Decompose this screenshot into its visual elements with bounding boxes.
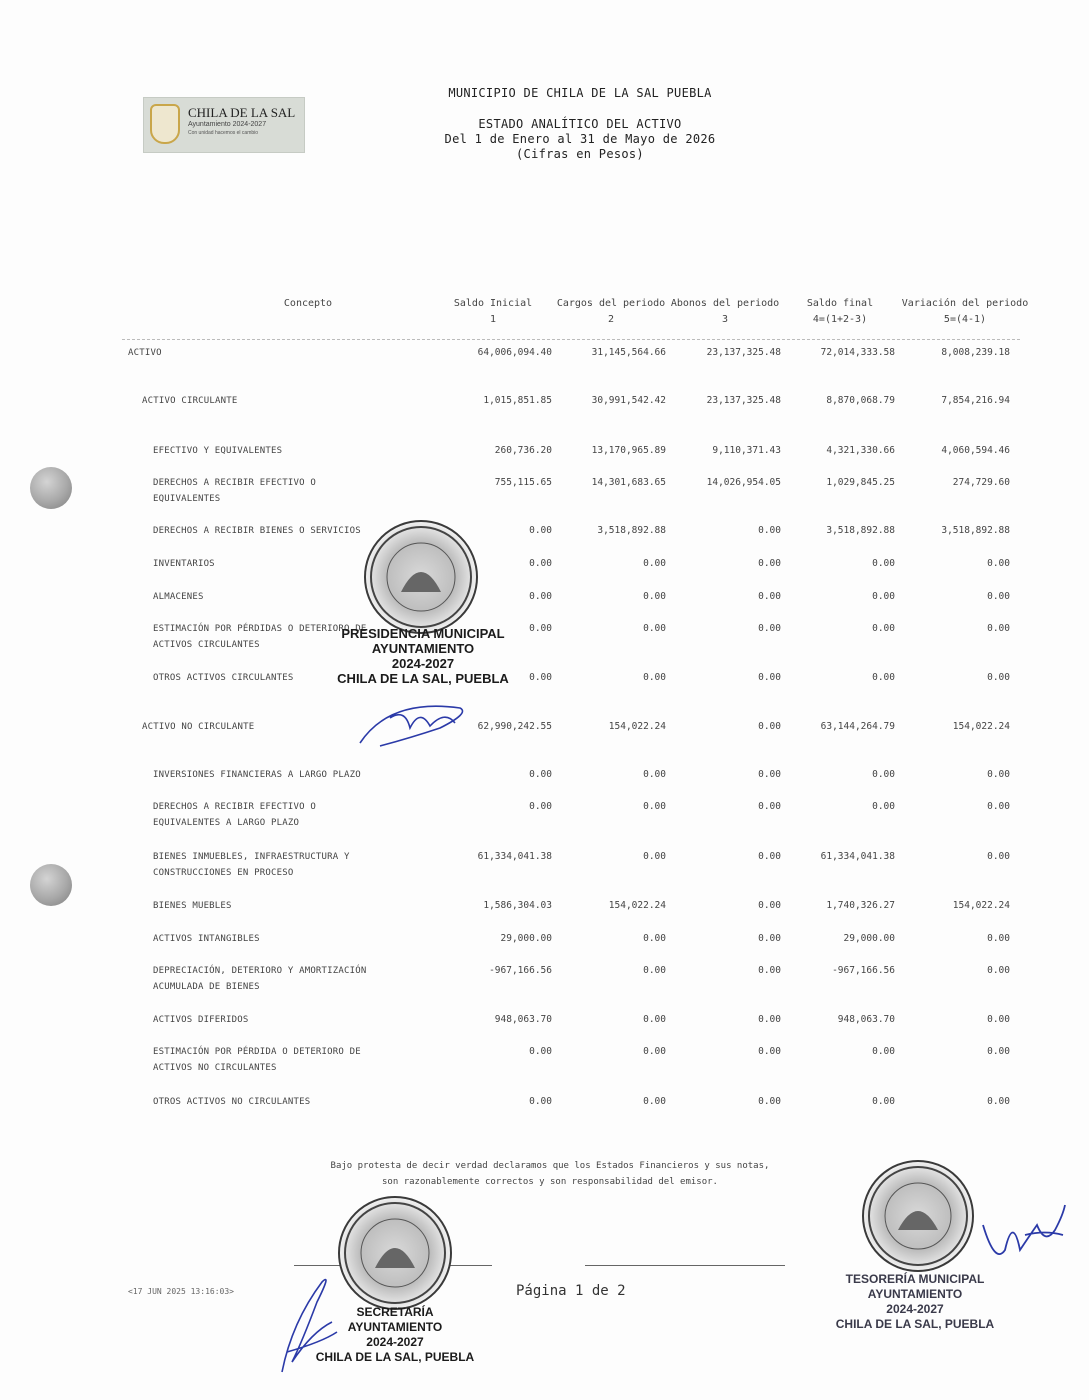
row-value-col1: 0.00 xyxy=(529,769,552,780)
col-variacion-formula: 5=(4-1) xyxy=(943,314,987,325)
row-value-col4: -967,166.56 xyxy=(832,965,895,976)
row-concepto: INVERSIONES FINANCIERAS A LARGO PLAZO xyxy=(153,770,361,780)
row-value-col1: 64,006,094.40 xyxy=(477,347,552,358)
row-value-col2: 0.00 xyxy=(643,591,666,602)
row-concepto: DERECHOS A RECIBIR EFECTIVO O EQUIVALENTES xyxy=(153,478,316,504)
row-value-col1: 1,015,851.85 xyxy=(483,395,552,406)
secretaria-seal-icon xyxy=(338,1196,452,1310)
municipality-name: MUNICIPIO DE CHILA DE LA SAL PUEBLA xyxy=(448,86,712,100)
tesoreria-signature-icon xyxy=(975,1195,1070,1267)
row-value-col2: 0.00 xyxy=(643,558,666,569)
punch-hole xyxy=(30,864,72,906)
row-value-col1: 0.00 xyxy=(529,591,552,602)
col-saldo-final: Saldo final xyxy=(806,298,874,309)
row-value-col3: 0.00 xyxy=(758,851,781,862)
shield-emblem-icon xyxy=(150,104,180,144)
page-number: Página 1 de 2 xyxy=(516,1283,626,1299)
row-value-col3: 0.00 xyxy=(758,558,781,569)
row-value-col5: 0.00 xyxy=(987,1096,1010,1107)
row-value-col4: 0.00 xyxy=(872,672,895,683)
row-concepto: ACTIVOS INTANGIBLES xyxy=(153,934,260,944)
row-value-col5: 0.00 xyxy=(987,558,1010,569)
row-value-col4: 0.00 xyxy=(872,769,895,780)
row-value-col3: 0.00 xyxy=(758,623,781,634)
row-value-col5: 0.00 xyxy=(987,1046,1010,1057)
logo-subtitle: Ayuntamiento 2024-2027 xyxy=(188,121,267,128)
row-value-col4: 8,870,068.79 xyxy=(826,395,895,406)
row-value-col1: 0.00 xyxy=(529,1046,552,1057)
row-value-col5: 0.00 xyxy=(987,591,1010,602)
punch-hole xyxy=(30,467,72,509)
row-value-col3: 0.00 xyxy=(758,769,781,780)
signature-line-right xyxy=(585,1265,785,1266)
row-value-col1: 0.00 xyxy=(529,623,552,634)
row-value-col5: 0.00 xyxy=(987,623,1010,634)
row-value-col4: 4,321,330.66 xyxy=(826,445,895,456)
row-value-col2: 31,145,564.66 xyxy=(591,347,666,358)
row-value-col4: 1,740,326.27 xyxy=(826,900,895,911)
row-concepto: BIENES MUEBLES xyxy=(153,901,232,911)
report-units: (Cifras en Pesos) xyxy=(516,147,644,161)
row-value-col2: 0.00 xyxy=(643,965,666,976)
row-value-col3: 0.00 xyxy=(758,525,781,536)
row-value-col2: 30,991,542.42 xyxy=(591,395,666,406)
row-value-col5: 0.00 xyxy=(987,672,1010,683)
row-value-col2: 154,022.24 xyxy=(608,721,666,732)
row-value-col1: 0.00 xyxy=(529,1096,552,1107)
row-value-col2: 0.00 xyxy=(643,1014,666,1025)
row-value-col4: 0.00 xyxy=(872,1046,895,1057)
row-value-col1: 0.00 xyxy=(529,672,552,683)
row-concepto: DERECHOS A RECIBIR BIENES O SERVICIOS xyxy=(153,526,361,536)
secretaria-signature-icon xyxy=(262,1262,352,1382)
row-value-col5: 7,854,216.94 xyxy=(941,395,1010,406)
row-value-col1: 1,586,304.03 xyxy=(483,900,552,911)
row-value-col3: 9,110,371.43 xyxy=(712,445,781,456)
row-value-col2: 0.00 xyxy=(643,801,666,812)
row-concepto: DEPRECIACIÓN, DETERIORO Y AMORTIZACIÓN ACUMULADA DE BIENES xyxy=(153,966,367,992)
row-value-col4: 0.00 xyxy=(872,1096,895,1107)
print-timestamp: <17 JUN 2025 13:16:03> xyxy=(128,1287,234,1296)
row-value-col2: 0.00 xyxy=(643,1096,666,1107)
row-concepto: ESTIMACIÓN POR PÉRDIDA O DETERIORO DE ACTIVOS NO CIRCULANTES xyxy=(153,1047,361,1073)
row-value-col5: 8,008,239.18 xyxy=(941,347,1010,358)
row-value-col3: 0.00 xyxy=(758,900,781,911)
row-value-col3: 0.00 xyxy=(758,801,781,812)
municipality-logo xyxy=(143,97,305,153)
row-concepto: ACTIVO NO CIRCULANTE xyxy=(142,722,255,732)
presidencia-seal-icon xyxy=(364,520,478,634)
presidencia-stamp-text: PRESIDENCIA MUNICIPAL AYUNTAMIENTO 2024-2027 CHILA DE LA SAL, PUEBLA xyxy=(337,626,509,686)
row-value-col4: 72,014,333.58 xyxy=(820,347,895,358)
row-value-col5: 0.00 xyxy=(987,801,1010,812)
row-value-col5: 154,022.24 xyxy=(952,721,1010,732)
row-value-col1: -967,166.56 xyxy=(489,965,552,976)
row-value-col5: 0.00 xyxy=(987,965,1010,976)
row-concepto: OTROS ACTIVOS NO CIRCULANTES xyxy=(153,1097,311,1107)
logo-title: CHILA DE LA SAL xyxy=(188,105,296,120)
row-value-col3: 0.00 xyxy=(758,1096,781,1107)
logo-tagline: Con unidad hacemos el cambio xyxy=(188,130,259,136)
header-rule xyxy=(122,339,1020,340)
row-value-col3: 0.00 xyxy=(758,1014,781,1025)
row-concepto: ESTIMACIÓN POR PÉRDIDAS O DETERIORO DE ACTIVOS CIRCULANTES xyxy=(153,624,367,650)
row-value-col3: 0.00 xyxy=(758,933,781,944)
row-value-col4: 948,063.70 xyxy=(837,1014,895,1025)
row-value-col2: 0.00 xyxy=(643,851,666,862)
col-abonos: Abonos del periodo xyxy=(670,298,780,309)
row-concepto: ALMACENES xyxy=(153,592,204,602)
row-value-col4: 0.00 xyxy=(872,623,895,634)
secretaria-stamp-text: SECRETARÍA AYUNTAMIENTO 2024-2027 CHILA DE LA SAL, PUEBLA xyxy=(315,1305,475,1364)
row-value-col4: 29,000.00 xyxy=(843,933,895,944)
row-value-col4: 63,144,264.79 xyxy=(820,721,895,732)
row-value-col4: 1,029,845.25 xyxy=(826,477,895,488)
col-saldo-inicial: Saldo Inicial xyxy=(453,298,533,309)
row-value-col3: 14,026,954.05 xyxy=(706,477,781,488)
row-value-col5: 0.00 xyxy=(987,851,1010,862)
row-value-col4: 0.00 xyxy=(872,801,895,812)
tesoreria-seal-icon xyxy=(862,1160,974,1272)
declaration-line-2: son razonablemente correctos y son responsabilidad del emisor. xyxy=(382,1177,718,1187)
row-value-col4: 0.00 xyxy=(872,591,895,602)
row-concepto: BIENES INMUEBLES, INFRAESTRUCTURA Y CONSTRUCCIONES EN PROCESO xyxy=(153,852,350,878)
row-value-col3: 0.00 xyxy=(758,591,781,602)
row-value-col2: 13,170,965.89 xyxy=(591,445,666,456)
row-value-col2: 0.00 xyxy=(643,1046,666,1057)
col-saldo-inicial-num: 1 xyxy=(489,314,497,325)
row-value-col5: 0.00 xyxy=(987,933,1010,944)
row-value-col1: 0.00 xyxy=(529,801,552,812)
row-value-col2: 0.00 xyxy=(643,623,666,634)
row-value-col3: 23,137,325.48 xyxy=(706,347,781,358)
row-value-col1: 0.00 xyxy=(529,558,552,569)
row-value-col5: 3,518,892.88 xyxy=(941,525,1010,536)
col-cargos-num: 2 xyxy=(607,314,615,325)
row-concepto: ACTIVO xyxy=(128,348,162,358)
report-title: ESTADO ANALÍTICO DEL ACTIVO xyxy=(478,117,682,131)
col-cargos: Cargos del periodo xyxy=(556,298,666,309)
row-concepto: ACTIVO CIRCULANTE xyxy=(142,396,238,406)
row-concepto: INVENTARIOS xyxy=(153,559,215,569)
row-value-col1: 0.00 xyxy=(529,525,552,536)
row-value-col2: 3,518,892.88 xyxy=(597,525,666,536)
row-value-col2: 0.00 xyxy=(643,933,666,944)
row-value-col4: 3,518,892.88 xyxy=(826,525,895,536)
presidencia-signature-icon xyxy=(350,688,480,754)
row-value-col5: 274,729.60 xyxy=(952,477,1010,488)
row-concepto: EFECTIVO Y EQUIVALENTES xyxy=(153,446,283,456)
row-concepto: OTROS ACTIVOS CIRCULANTES xyxy=(153,673,294,683)
col-concepto: Concepto xyxy=(283,298,333,309)
row-value-col4: 0.00 xyxy=(872,558,895,569)
row-value-col1: 62,990,242.55 xyxy=(477,721,552,732)
row-concepto: DERECHOS A RECIBIR EFECTIVO O EQUIVALENTES A LARGO PLAZO xyxy=(153,802,316,828)
row-value-col1: 948,063.70 xyxy=(494,1014,552,1025)
row-value-col2: 154,022.24 xyxy=(608,900,666,911)
row-concepto: ACTIVOS DIFERIDOS xyxy=(153,1015,249,1025)
row-value-col2: 0.00 xyxy=(643,769,666,780)
row-value-col1: 29,000.00 xyxy=(500,933,552,944)
row-value-col3: 0.00 xyxy=(758,965,781,976)
row-value-col2: 14,301,683.65 xyxy=(591,477,666,488)
row-value-col3: 23,137,325.48 xyxy=(706,395,781,406)
row-value-col1: 260,736.20 xyxy=(494,445,552,456)
row-value-col4: 61,334,041.38 xyxy=(820,851,895,862)
row-value-col5: 0.00 xyxy=(987,769,1010,780)
row-value-col5: 154,022.24 xyxy=(952,900,1010,911)
row-value-col3: 0.00 xyxy=(758,721,781,732)
col-saldo-final-formula: 4=(1+2-3) xyxy=(812,314,868,325)
row-value-col1: 61,334,041.38 xyxy=(477,851,552,862)
row-value-col1: 755,115.65 xyxy=(494,477,552,488)
tesoreria-stamp-text: TESORERÍA MUNICIPAL AYUNTAMIENTO 2024-2027 CHILA DE LA SAL, PUEBLA xyxy=(835,1272,995,1331)
row-value-col5: 4,060,594.46 xyxy=(941,445,1010,456)
row-value-col5: 0.00 xyxy=(987,1014,1010,1025)
row-value-col3: 0.00 xyxy=(758,672,781,683)
col-variacion: Variación del periodo xyxy=(901,298,1029,309)
col-abonos-num: 3 xyxy=(721,314,729,325)
declaration-line-1: Bajo protesta de decir verdad declaramos que los Estados Financieros y sus notas, xyxy=(330,1161,770,1171)
row-value-col2: 0.00 xyxy=(643,672,666,683)
report-period: Del 1 de Enero al 31 de Mayo de 2026 xyxy=(444,132,716,146)
row-value-col3: 0.00 xyxy=(758,1046,781,1057)
